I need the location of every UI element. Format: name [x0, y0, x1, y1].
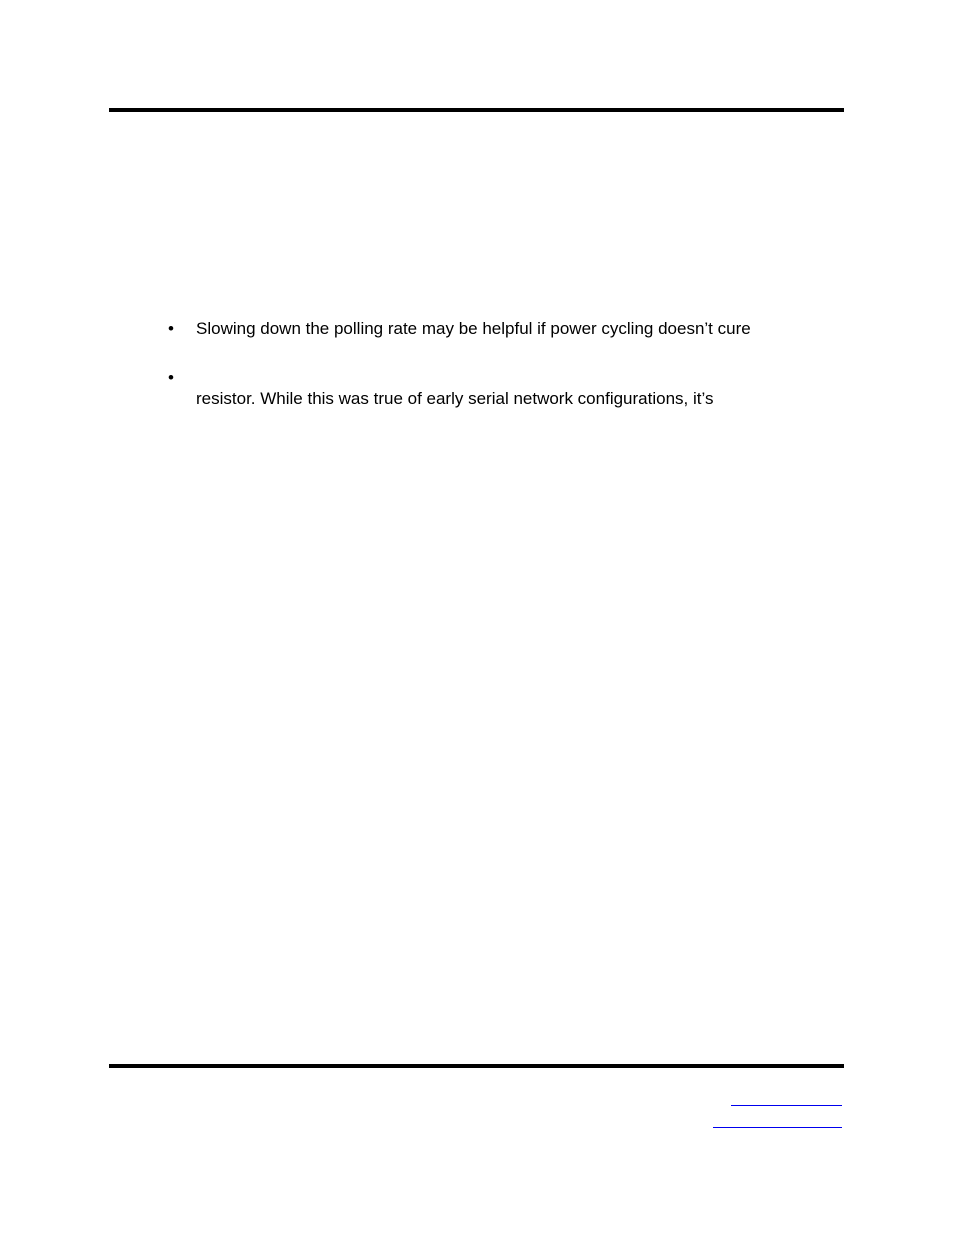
footer-rule — [109, 1064, 844, 1068]
bullet-1-line-1: Slowing down the polling rate may be helpful if power cycling doesn’t cure — [196, 319, 751, 338]
bullet-marker-1: • — [168, 319, 174, 338]
bullet-marker-2: • — [168, 368, 174, 387]
footer-link-underline-1[interactable] — [731, 1105, 842, 1106]
header-rule — [109, 108, 844, 112]
footer-link-underline-2[interactable] — [713, 1127, 842, 1128]
bullet-2-line-2: resistor. While this was true of early serial network configurations, it’s — [196, 389, 714, 408]
